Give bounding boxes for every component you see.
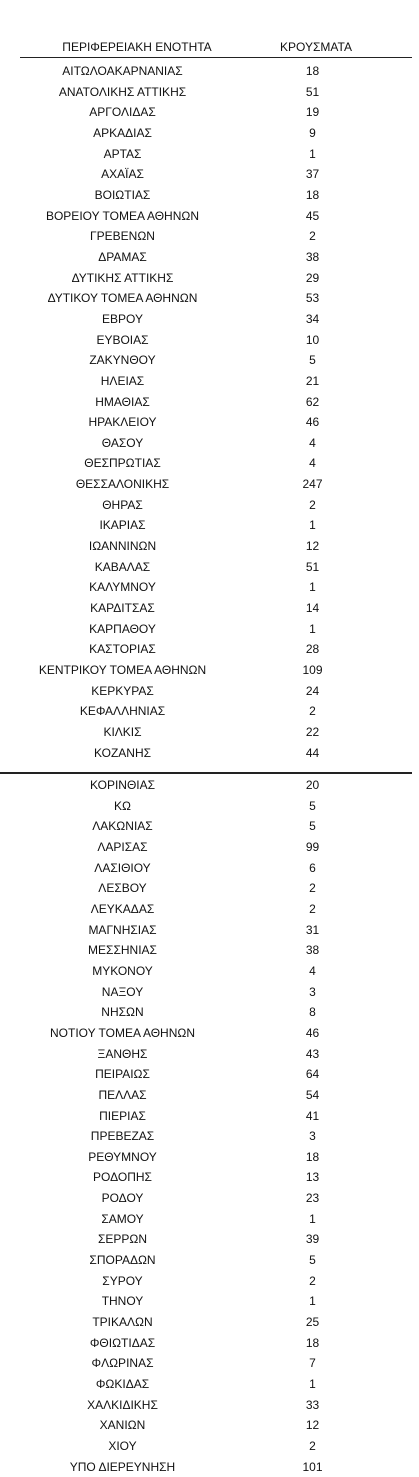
case-count: 38 (305, 943, 320, 958)
table-row (0, 350, 419, 371)
case-count: 1 (309, 1294, 316, 1309)
region-name: ΗΜΑΘΙΑΣ (95, 394, 150, 409)
case-count: 2 (309, 1273, 316, 1288)
case-count: 51 (305, 559, 320, 574)
case-count: 24 (305, 683, 320, 698)
case-count: 34 (305, 311, 320, 326)
region-name: ΛΑΡΙΣΑΣ (97, 839, 148, 854)
table-row (0, 1064, 419, 1085)
region-name: ΛΕΣΒΟΥ (98, 881, 147, 896)
case-count: 31 (305, 922, 320, 937)
region-name: ΚΑΛΥΜΝΟΥ (89, 580, 156, 595)
table-row (0, 796, 419, 817)
case-count: 2 (309, 881, 316, 896)
region-name: ΗΛΕΙΑΣ (100, 373, 145, 388)
case-count: 5 (309, 353, 316, 368)
table-row (0, 268, 419, 289)
case-count: 7 (309, 1356, 316, 1371)
table-row (0, 920, 419, 941)
region-name: ΗΡΑΚΛΕΙΟΥ (88, 415, 157, 430)
region-name: ΛΕΥΚΑΔΑΣ (90, 901, 155, 916)
table-row (0, 1291, 419, 1312)
case-count: 4 (309, 435, 316, 450)
region-name: ΘΕΣΠΡΩΤΙΑΣ (84, 456, 161, 471)
region-name: ΑΡΚΑΔΙΑΣ (93, 125, 152, 140)
table-row (0, 1333, 419, 1354)
region-name: ΝΑΞΟΥ (101, 984, 144, 999)
case-count: 51 (305, 84, 320, 99)
region-name: ΙΩΑΝΝΙΝΩΝ (88, 539, 157, 554)
table-row (0, 1044, 419, 1065)
table-row (0, 639, 419, 660)
region-name: ΚΑΣΤΟΡΙΑΣ (89, 642, 156, 657)
case-count: 21 (305, 373, 320, 388)
case-count: 2 (309, 901, 316, 916)
table-row (0, 474, 419, 495)
table-row (0, 288, 419, 309)
table-row (0, 1002, 419, 1023)
region-name: ΛΑΚΩΝΙΑΣ (92, 819, 153, 834)
case-count: 46 (305, 1025, 320, 1040)
region-name: ΡΕΘΥΜΝΟΥ (88, 1149, 157, 1164)
case-count: 54 (305, 1087, 320, 1102)
region-name: ΔΡΑΜΑΣ (98, 249, 147, 264)
region-name: ΚΑΡΔΙΤΣΑΣ (90, 601, 155, 616)
case-count: 99 (305, 839, 320, 854)
region-name: ΣΕΡΡΩΝ (97, 1232, 148, 1247)
case-count: 1 (309, 1211, 316, 1226)
case-count: 5 (309, 798, 316, 813)
table-section-1 (0, 61, 419, 763)
case-count: 12 (305, 1418, 320, 1433)
table-row (0, 412, 419, 433)
region-name: ΠΙΕΡΙΑΣ (99, 1108, 146, 1123)
table-row (0, 940, 419, 961)
table-row (0, 1147, 419, 1168)
case-count: 18 (305, 1149, 320, 1164)
column-header-cases: ΚΡΟΥΣΜΑΤΑ (280, 40, 352, 54)
table-row (0, 82, 419, 103)
table-row (0, 1085, 419, 1106)
table-row (0, 1023, 419, 1044)
section-divider (0, 772, 412, 774)
case-count: 10 (305, 332, 320, 347)
case-count: 101 (302, 1459, 323, 1474)
case-count: 53 (305, 291, 320, 306)
case-count: 2 (309, 497, 316, 512)
case-count: 4 (309, 456, 316, 471)
case-count: 2 (309, 1439, 316, 1453)
table-row (0, 598, 419, 619)
case-count: 4 (309, 963, 316, 978)
case-count: 41 (305, 1108, 320, 1123)
table-row (0, 453, 419, 474)
region-name: ΑΡΓΟΛΙΔΑΣ (89, 105, 156, 120)
table-row (0, 1188, 419, 1209)
table-row (0, 330, 419, 351)
region-name: ΔΥΤΙΚΟΥ ΤΟΜΕΑ ΑΘΗΝΩΝ (47, 291, 198, 306)
table-row (0, 878, 419, 899)
case-count: 5 (309, 819, 316, 834)
region-name: ΚΕΝΤΡΙΚΟΥ ΤΟΜΕΑ ΑΘΗΝΩΝ (38, 663, 207, 678)
region-name: ΑΡΤΑΣ (103, 146, 142, 161)
case-count: 23 (305, 1191, 320, 1206)
table-row (0, 1167, 419, 1188)
table-row (0, 837, 419, 858)
table-row (0, 1457, 419, 1477)
table-row (0, 247, 419, 268)
table-row (0, 1209, 419, 1230)
case-count: 19 (305, 105, 320, 120)
region-name: ΘΕΣΣΑΛΟΝΙΚΗΣ (75, 477, 170, 492)
region-name: ΘΑΣΟΥ (101, 435, 144, 450)
table-row (0, 102, 419, 123)
case-count: 5 (309, 1253, 316, 1268)
region-name: ΡΟΔΟΠΗΣ (93, 1170, 152, 1185)
region-name: ΜΑΓΝΗΣΙΑΣ (88, 922, 157, 937)
case-count: 38 (305, 249, 320, 264)
region-name: ΘΗΡΑΣ (102, 497, 143, 512)
region-name: ΣΠΟΡΑΔΩΝ (89, 1253, 156, 1268)
case-count: 8 (309, 1005, 316, 1020)
region-name: ΠΕΛΛΑΣ (98, 1087, 147, 1102)
region-name: ΔΥΤΙΚΗΣ ΑΤΤΙΚΗΣ (71, 270, 174, 285)
case-count: 14 (305, 601, 320, 616)
table-row (0, 557, 419, 578)
case-count: 1 (309, 146, 316, 161)
region-name: ΡΟΔΟΥ (101, 1191, 144, 1206)
case-count: 2 (309, 704, 316, 719)
table-row (0, 123, 419, 144)
case-count: 46 (305, 415, 320, 430)
case-count: 64 (305, 1067, 320, 1082)
table-row (0, 816, 419, 837)
case-count: 39 (305, 1232, 320, 1247)
region-name: ΛΑΣΙΘΙΟΥ (94, 860, 151, 875)
region-name: ΚΕΦΑΛΛΗΝΙΑΣ (79, 704, 166, 719)
region-name: ΝΗΣΩΝ (101, 1005, 144, 1020)
case-count: 45 (305, 208, 320, 223)
region-name: ΝΟΤΙΟΥ ΤΟΜΕΑ ΑΘΗΝΩΝ (49, 1025, 196, 1040)
case-count: 6 (309, 860, 316, 875)
case-count: 20 (305, 778, 320, 792)
table-row (0, 495, 419, 516)
table-row (0, 1374, 419, 1395)
table-row (0, 1106, 419, 1127)
case-count: 12 (305, 539, 320, 554)
region-name: ΜΥΚΟΝΟΥ (92, 963, 153, 978)
table-row (0, 982, 419, 1003)
table-row (0, 899, 419, 920)
case-count: 33 (305, 1397, 320, 1412)
region-name: ΕΥΒΟΙΑΣ (96, 332, 149, 347)
table-row (0, 226, 419, 247)
region-name: ΧΙΟΥ (108, 1439, 137, 1453)
table-row (0, 164, 419, 185)
table-row (0, 619, 419, 640)
case-count: 44 (305, 745, 320, 760)
case-count: 62 (305, 394, 320, 409)
table-row (0, 701, 419, 722)
case-count: 3 (309, 984, 316, 999)
table-row (0, 61, 419, 82)
table-row (0, 1126, 419, 1147)
table-row (0, 1353, 419, 1374)
table-row (0, 743, 419, 764)
case-count: 109 (302, 663, 323, 678)
region-name: ΑΧΑΪΑΣ (101, 167, 144, 182)
case-count: 18 (305, 187, 320, 202)
table-row (0, 1312, 419, 1333)
case-count: 3 (309, 1129, 316, 1144)
case-count: 29 (305, 270, 320, 285)
table-row (0, 1229, 419, 1250)
table-row (0, 1250, 419, 1271)
table-section-2 (0, 775, 419, 1477)
region-name: ΚΩ (114, 798, 131, 813)
table-row (0, 775, 419, 796)
case-count: 1 (309, 518, 316, 533)
region-name: ΧΑΝΙΩΝ (99, 1418, 146, 1433)
region-name: ΥΠΟ ΔΙΕΡΕΥΝΗΣΗ (69, 1459, 176, 1474)
table-row (0, 961, 419, 982)
case-count: 37 (305, 167, 320, 182)
case-count: 2 (309, 229, 316, 244)
region-name: ΚΟΡΙΝΘΙΑΣ (89, 778, 156, 792)
region-name: ΣΑΜΟΥ (101, 1211, 144, 1226)
region-name: ΠΡΕΒΕΖΑΣ (90, 1129, 155, 1144)
region-name: ΚΑΒΑΛΑΣ (94, 559, 151, 574)
case-count: 247 (302, 477, 323, 492)
region-name: ΚΟΖΑΝΗΣ (93, 745, 152, 760)
region-name: ΒΟΡΕΙΟΥ ΤΟΜΕΑ ΑΘΗΝΩΝ (45, 208, 200, 223)
table-row (0, 515, 419, 536)
case-count: 1 (309, 1377, 316, 1392)
table-row (0, 660, 419, 681)
region-name: ΖΑΚΥΝΘΟΥ (89, 353, 156, 368)
case-count: 22 (305, 725, 320, 739)
table-row (0, 206, 419, 227)
table-row (0, 1271, 419, 1292)
region-name: ΤΗΝΟΥ (101, 1294, 144, 1309)
region-name: ΑΝΑΤΟΛΙΚΗΣ ΑΤΤΙΚΗΣ (58, 84, 187, 99)
case-count: 1 (309, 621, 316, 636)
region-name: ΠΕΙΡΑΙΩΣ (95, 1067, 150, 1082)
table-row (0, 1395, 419, 1416)
table-row (0, 433, 419, 454)
table-row (0, 577, 419, 598)
case-count: 9 (309, 125, 316, 140)
region-name: ΙΚΑΡΙΑΣ (99, 518, 146, 533)
case-count: 1 (309, 580, 316, 595)
region-name: ΑΙΤΩΛΟΑΚΑΡΝΑΝΙΑΣ (62, 64, 183, 78)
table-row (0, 185, 419, 206)
case-count: 13 (305, 1170, 320, 1185)
table-row (0, 309, 419, 330)
table-row (0, 722, 419, 743)
table-row (0, 681, 419, 702)
table-row (0, 858, 419, 879)
case-count: 18 (305, 64, 320, 78)
case-count: 43 (305, 1046, 320, 1061)
table-row (0, 371, 419, 392)
table-row (0, 392, 419, 413)
region-name: ΤΡΙΚΑΛΩΝ (92, 1315, 153, 1330)
table-row (0, 1415, 419, 1436)
table-row (0, 536, 419, 557)
column-header-region: ΠΕΡΙΦΕΡΕΙΑΚΗ ΕΝΟΤΗΤΑ (62, 40, 212, 54)
region-name: ΜΕΣΣΗΝΙΑΣ (88, 943, 157, 958)
header-divider (20, 57, 412, 58)
region-name: ΕΒΡΟΥ (102, 311, 143, 326)
region-name: ΦΩΚΙΔΑΣ (95, 1377, 150, 1392)
region-name: ΒΟΙΩΤΙΑΣ (94, 187, 151, 202)
region-name: ΦΛΩΡΙΝΑΣ (91, 1356, 154, 1371)
region-name: ΣΥΡΟΥ (102, 1273, 143, 1288)
region-name: ΞΑΝΘΗΣ (97, 1046, 148, 1061)
region-name: ΦΘΙΩΤΙΔΑΣ (89, 1335, 156, 1350)
region-name: ΚΙΛΚΙΣ (103, 725, 142, 739)
table-row (0, 144, 419, 165)
case-count: 28 (305, 642, 320, 657)
region-name: ΧΑΛΚΙΔΙΚΗΣ (87, 1397, 158, 1412)
region-name: ΓΡΕΒΕΝΩΝ (90, 229, 155, 244)
table-header (0, 40, 419, 56)
region-name: ΚΑΡΠΑΘΟΥ (89, 621, 156, 636)
case-count: 25 (305, 1315, 320, 1330)
region-name: ΚΕΡΚΥΡΑΣ (91, 683, 154, 698)
table-row (0, 1436, 419, 1457)
case-count: 18 (305, 1335, 320, 1350)
